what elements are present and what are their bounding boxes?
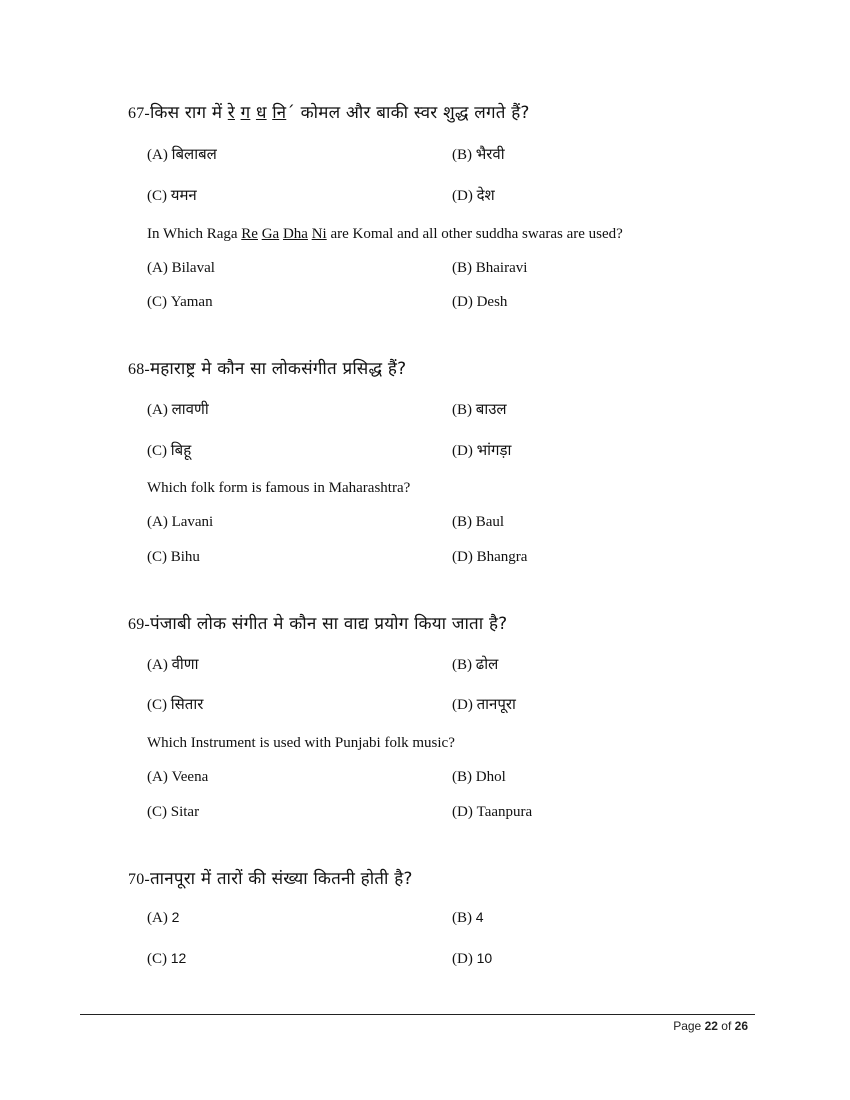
option-text: देश	[476, 186, 495, 204]
option-text: 10	[476, 950, 493, 966]
page-label: Page	[673, 1019, 702, 1033]
question-text-post: are Komal and all other suddha swaras are used?	[326, 226, 623, 242]
option-a-hindi	[147, 399, 209, 419]
option-b-english	[452, 769, 506, 786]
option-b-hindi	[452, 144, 505, 164]
option-text: Bhangra	[476, 549, 528, 565]
swara-ni: Ni	[311, 226, 327, 242]
option-c-hindi	[147, 440, 191, 460]
option-letter: (A)	[147, 514, 168, 530]
option-text: लावणी	[171, 400, 209, 418]
option-text: Lavani	[171, 514, 214, 530]
option-text: वीणा	[171, 655, 199, 673]
option-letter: (D)	[452, 443, 473, 459]
of-label: of	[721, 1019, 732, 1033]
option-letter: (B)	[452, 402, 472, 418]
option-text: यमन	[170, 186, 197, 204]
option-letter: (D)	[452, 804, 473, 820]
option-c-english	[147, 804, 199, 821]
option-text: बिलाबल	[171, 145, 217, 163]
option-d-english	[452, 804, 532, 821]
option-letter: (D)	[452, 549, 473, 565]
option-text: Bilaval	[171, 260, 215, 276]
option-text: बाउल	[475, 400, 507, 418]
question-text: पंजाबी लोक संगीत मे कौन सा वाद्य प्रयोग किया जाता है?	[149, 614, 508, 634]
option-text: सितार	[170, 695, 204, 713]
option-b	[452, 909, 484, 927]
swara-ni: नि	[272, 103, 287, 123]
option-c-hindi	[147, 694, 203, 714]
option-c	[147, 950, 186, 968]
question-69-hindi	[128, 611, 507, 634]
option-letter: (B)	[452, 657, 472, 673]
question-number: 67-	[128, 105, 150, 122]
option-letter: (D)	[452, 697, 473, 713]
option-letter: (B)	[452, 769, 472, 785]
option-d-hindi	[452, 440, 511, 460]
question-68-hindi	[128, 356, 406, 379]
option-a-english	[147, 514, 213, 531]
option-letter: (C)	[147, 549, 167, 565]
option-text: Dhol	[475, 769, 506, 785]
current-page-number: 22	[704, 1019, 718, 1033]
option-text: Sitar	[170, 804, 200, 820]
option-text: Baul	[475, 514, 505, 530]
option-letter: (A)	[147, 260, 168, 276]
swara-re: Re	[241, 226, 258, 242]
option-text: 2	[171, 909, 180, 925]
page-footer	[673, 1019, 748, 1033]
swara-re: रे	[227, 103, 235, 123]
question-69-english: Which Instrument is used with Punjabi folk music?	[147, 735, 455, 751]
option-letter: (A)	[147, 769, 168, 785]
option-d-hindi	[452, 694, 516, 714]
footer-divider	[80, 1014, 755, 1015]
option-letter: (B)	[452, 514, 472, 530]
question-text-post: ´ कोमल और बाकी स्वर शुद्ध लगते हैं?	[286, 103, 530, 123]
option-letter: (B)	[452, 260, 472, 276]
question-number: 68-	[128, 361, 150, 378]
question-67-english	[147, 226, 623, 243]
option-letter: (A)	[147, 147, 168, 163]
option-a-hindi	[147, 144, 217, 164]
option-d-hindi	[452, 185, 495, 205]
option-text: Bihu	[170, 549, 200, 565]
option-letter: (C)	[147, 697, 167, 713]
question-text-pre: In Which Raga	[147, 226, 242, 242]
option-text: तानपूरा	[476, 695, 516, 713]
option-text: Desh	[476, 294, 508, 310]
option-text: भैरवी	[475, 145, 505, 163]
option-letter: (C)	[147, 804, 167, 820]
option-b-hindi	[452, 399, 507, 419]
option-letter: (C)	[147, 443, 167, 459]
option-letter: (A)	[147, 402, 168, 418]
option-d-english	[452, 549, 527, 566]
option-text: Bhairavi	[475, 260, 528, 276]
option-letter: (C)	[147, 294, 167, 310]
option-c-hindi	[147, 185, 197, 205]
question-number: 70-	[128, 871, 150, 888]
option-b-english	[452, 260, 527, 277]
option-a	[147, 909, 179, 927]
question-70-hindi	[128, 866, 413, 889]
option-letter: (C)	[147, 188, 167, 204]
question-68-english: Which folk form is famous in Maharashtra?	[147, 480, 411, 496]
option-letter: (B)	[452, 147, 472, 163]
option-text: बिहू	[170, 441, 192, 459]
option-text: Taanpura	[476, 804, 533, 820]
option-d-english	[452, 294, 507, 311]
option-d	[452, 950, 492, 968]
swara-dha: Dha	[282, 226, 308, 242]
option-c-english	[147, 294, 213, 311]
option-letter: (A)	[147, 910, 168, 926]
option-letter: (D)	[452, 188, 473, 204]
option-text: भांगड़ा	[476, 441, 512, 459]
question-text: तानपूरा में तारों की संख्या कितनी होती है?	[149, 869, 413, 889]
question-67-hindi	[128, 100, 530, 123]
option-text: Yaman	[170, 294, 213, 310]
option-a-english	[147, 769, 208, 786]
option-a-hindi	[147, 654, 199, 674]
option-letter: (D)	[452, 951, 473, 967]
swara-ga: Ga	[261, 226, 280, 242]
option-text: 4	[475, 909, 484, 925]
total-pages-number: 26	[734, 1019, 748, 1033]
option-letter: (B)	[452, 910, 472, 926]
question-text: महाराष्ट्र मे कौन सा लोकसंगीत प्रसिद्ध हैं?	[149, 359, 407, 379]
option-text: Veena	[171, 769, 209, 785]
option-text: 12	[170, 950, 187, 966]
option-b-hindi	[452, 654, 498, 674]
option-letter: (A)	[147, 657, 168, 673]
option-b-english	[452, 514, 504, 531]
swara-dha: ध	[255, 103, 267, 123]
option-c-english	[147, 549, 200, 566]
option-letter: (C)	[147, 951, 167, 967]
question-number: 69-	[128, 616, 150, 633]
option-letter: (D)	[452, 294, 473, 310]
option-text: ढोल	[475, 655, 499, 673]
option-a-english	[147, 260, 215, 277]
swara-ga: ग	[240, 103, 251, 123]
question-text-pre: किस राग में	[149, 103, 228, 123]
